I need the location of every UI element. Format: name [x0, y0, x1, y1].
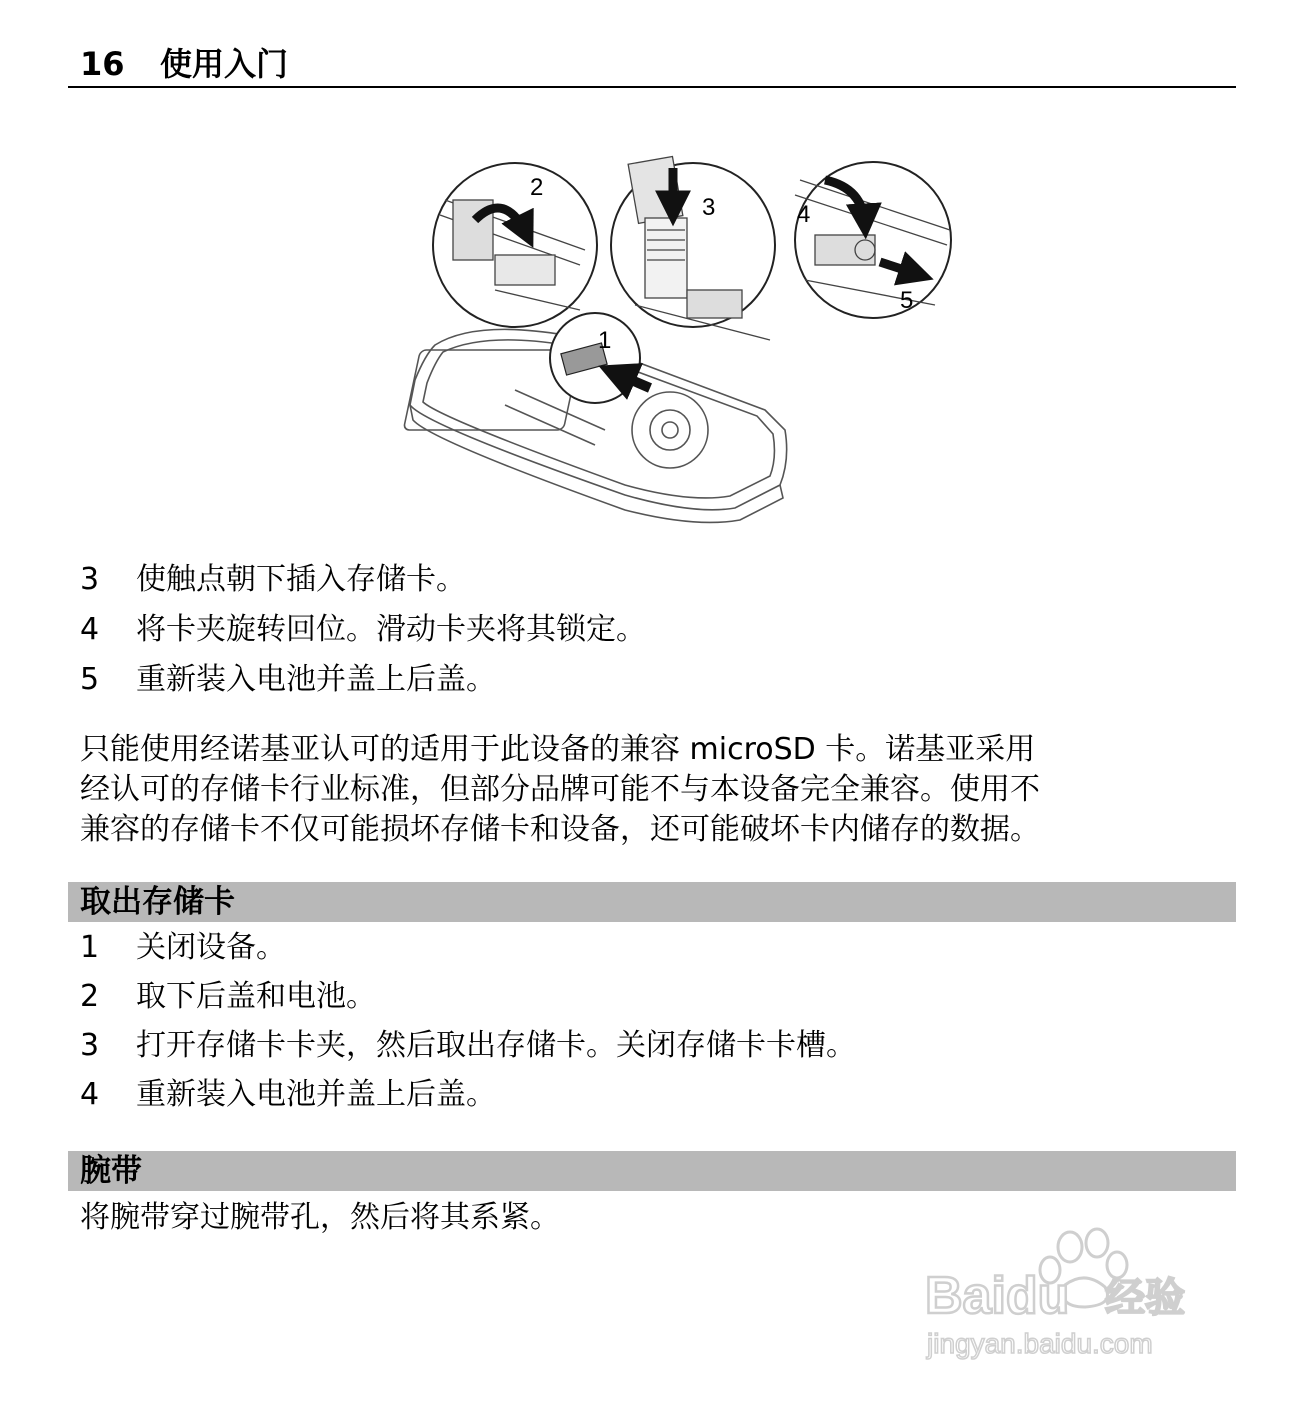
step-text: 打开存储卡卡夹，然后取出存储卡。关闭存储卡卡槽。 — [136, 1028, 856, 1063]
callout-3: 3 — [702, 194, 716, 221]
step-number: 3 — [80, 1028, 100, 1063]
step-text: 取下后盖和电池。 — [136, 979, 376, 1014]
memory-card-illustration — [395, 140, 965, 525]
compatibility-paragraph — [80, 730, 1230, 850]
paragraph-line: 兼容的存储卡不仅可能损坏存储卡和设备，还可能破坏卡内储存的数据。 — [80, 812, 1040, 847]
step-number: 4 — [80, 1077, 100, 1112]
section-title: 取出存储卡 — [80, 884, 235, 920]
section-heading-remove-card — [68, 882, 1236, 922]
callout-5: 5 — [900, 287, 914, 314]
baidu-jingyan-watermark — [905, 1225, 1235, 1375]
step-number: 4 — [80, 612, 100, 647]
step-number: 3 — [80, 562, 100, 597]
step-number: 1 — [80, 930, 100, 965]
paragraph-line: 只能使用经诺基亚认可的适用于此设备的兼容 microSD 卡。诺基亚采用 — [80, 732, 1036, 767]
chapter-title: 使用入门 — [160, 45, 289, 83]
callout-1: 1 — [598, 327, 612, 354]
callout-2: 2 — [530, 174, 544, 201]
detail-circle-4 — [795, 162, 951, 318]
watermark-brand-cn: 经验 — [1105, 1275, 1185, 1321]
step-text: 关闭设备。 — [136, 930, 286, 965]
detail-circle-3 — [611, 156, 775, 340]
detail-circle-2 — [433, 163, 597, 327]
step-text: 使触点朝下插入存储卡。 — [136, 562, 466, 597]
step-text: 重新装入电池并盖上后盖。 — [136, 1077, 496, 1112]
watermark-brand: Baidu — [925, 1267, 1070, 1325]
page-header — [68, 42, 1236, 88]
section-title: 腕带 — [80, 1153, 142, 1189]
page-number: 16 — [80, 45, 125, 83]
step-number: 5 — [80, 662, 100, 697]
strap-instruction: 将腕带穿过腕带孔，然后将其系紧。 — [80, 1200, 560, 1235]
step-text: 重新装入电池并盖上后盖。 — [136, 662, 496, 697]
step-number: 2 — [80, 979, 100, 1014]
paragraph-line: 经认可的存储卡行业标准，但部分品牌可能不与本设备完全兼容。使用不 — [80, 772, 1040, 807]
section-heading-wrist-strap — [68, 1151, 1236, 1191]
watermark-url: jingyan.baidu.com — [927, 1328, 1153, 1359]
callout-4: 4 — [797, 201, 811, 228]
step-text: 将卡夹旋转回位。滑动卡夹将其锁定。 — [136, 612, 646, 647]
